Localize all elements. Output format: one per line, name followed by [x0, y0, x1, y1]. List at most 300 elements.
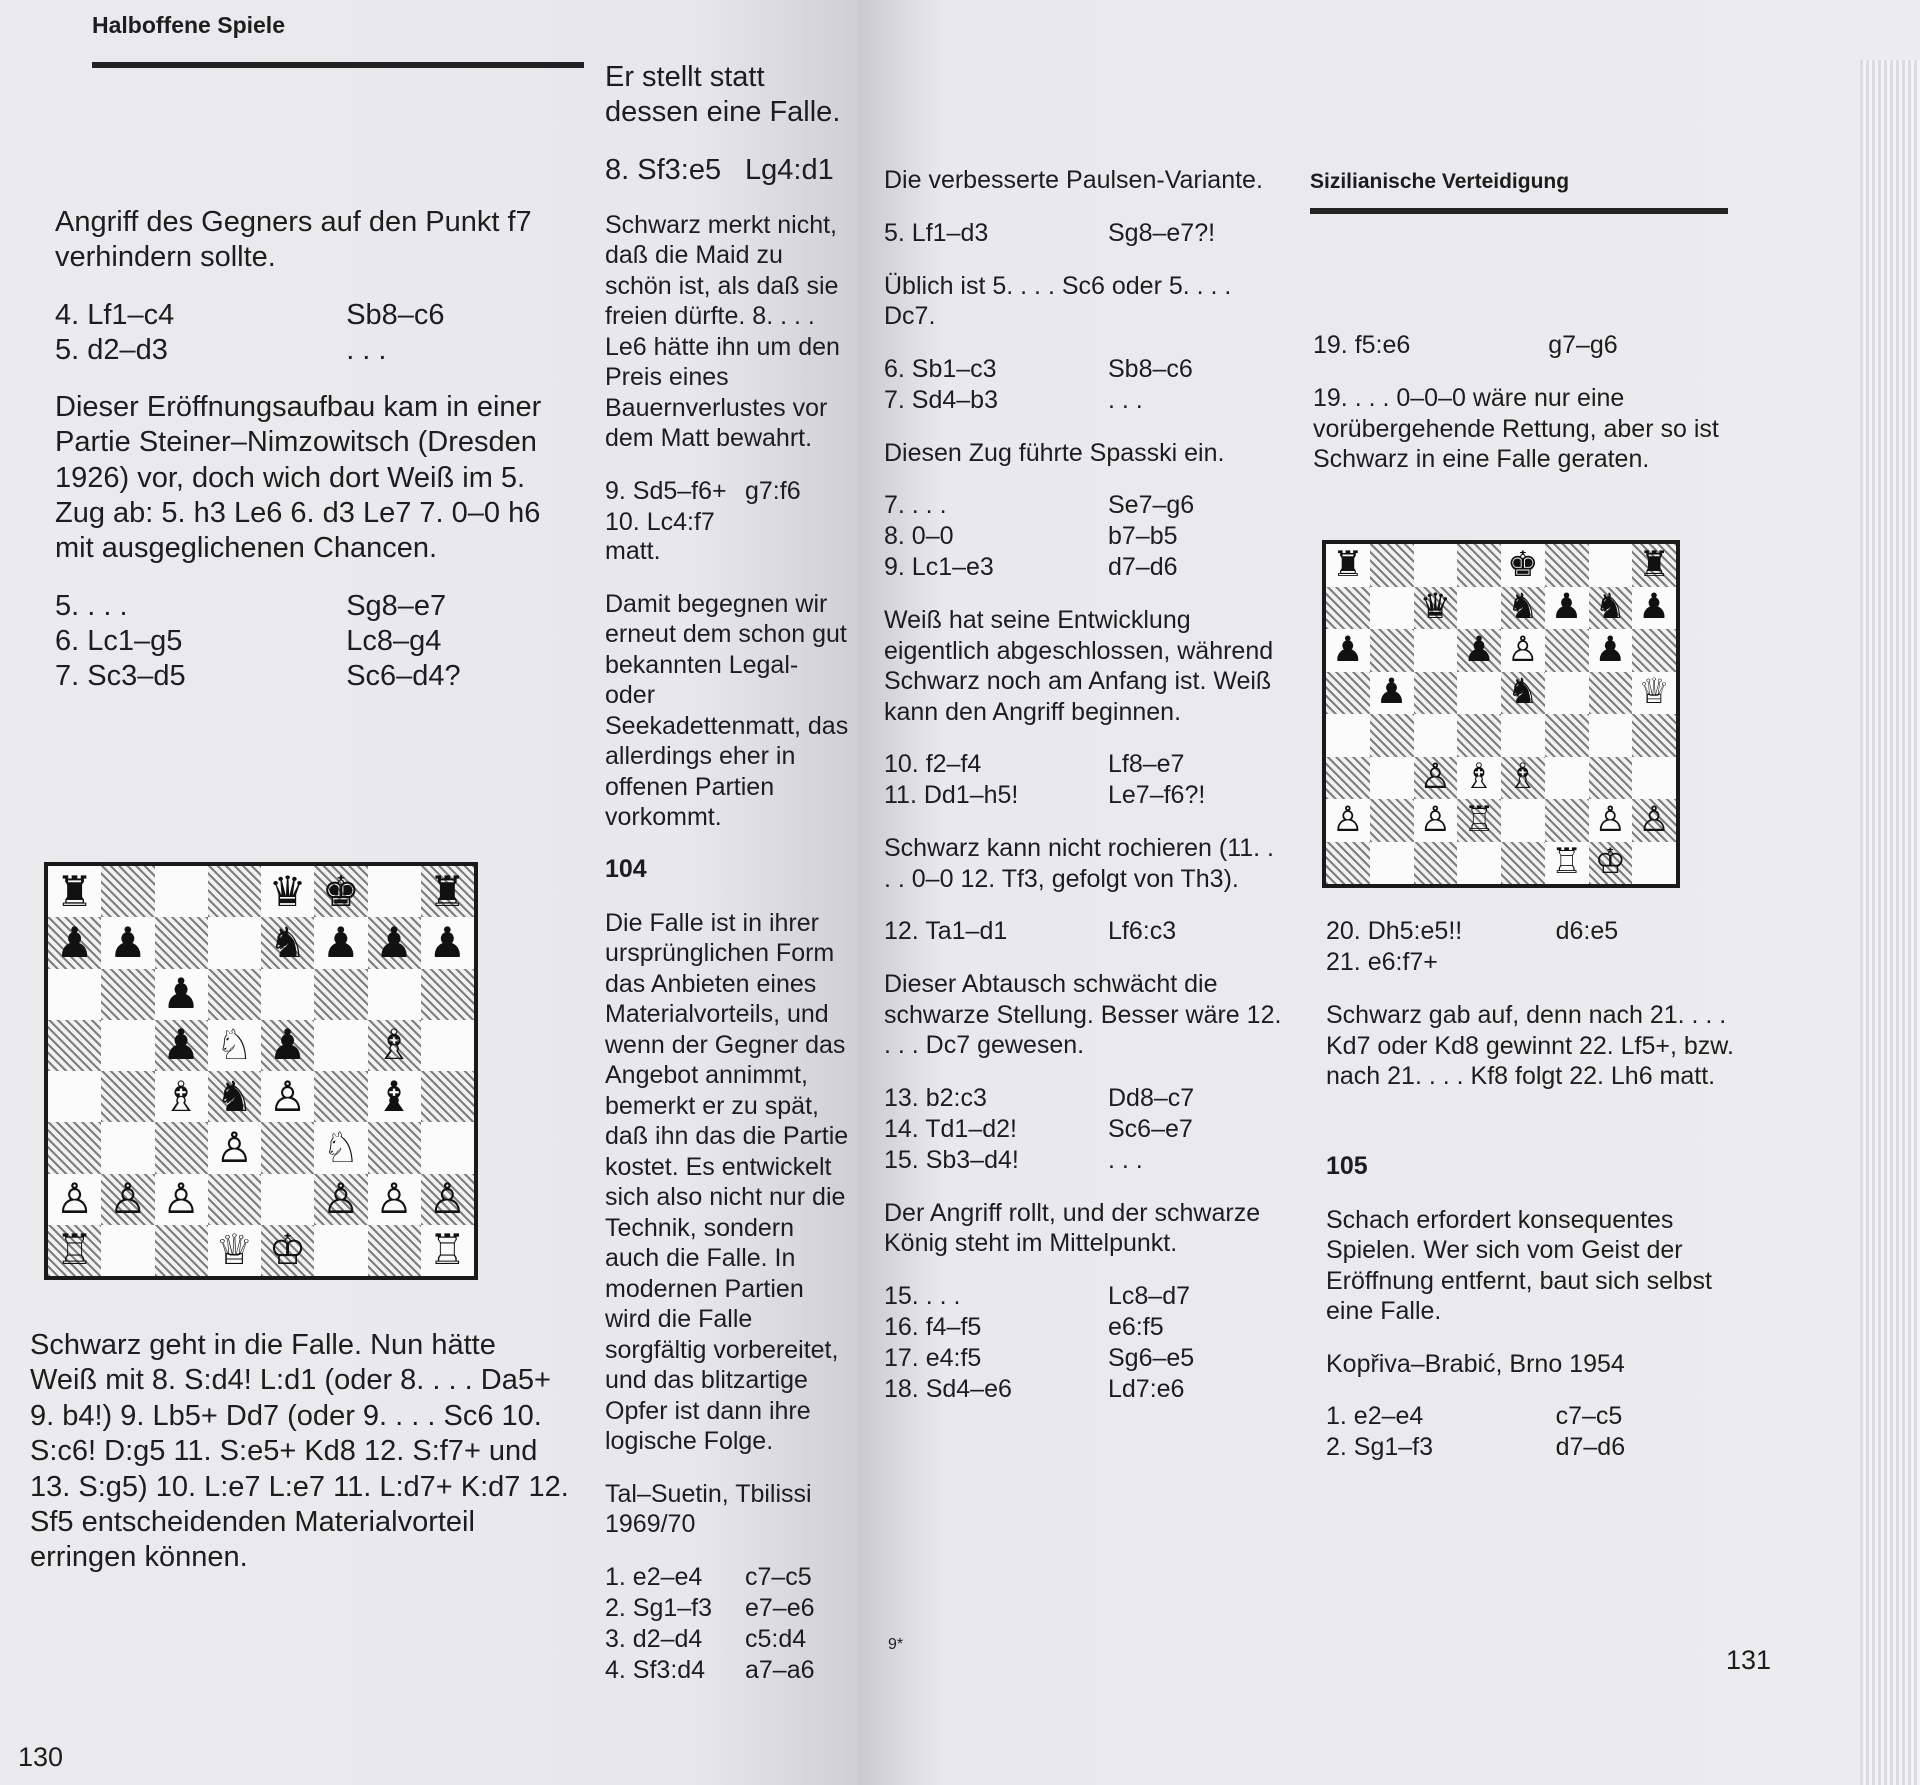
- board-square: [368, 917, 421, 968]
- white-pawn-icon: ♙: [1332, 799, 1364, 840]
- move-rows: [605, 153, 855, 188]
- paragraph: 19. . . . 0–0–0 wäre nur eine vorübergehende Rettung, aber so ist Schwarz in eine Falle geraten.: [1313, 384, 1719, 473]
- white-move: 3. d2–d4: [605, 1624, 703, 1653]
- board-square: [155, 969, 208, 1020]
- black-knight-icon: ♞: [215, 1071, 254, 1121]
- board-square: [101, 1020, 154, 1071]
- white-pawn-icon: ♙: [268, 1071, 307, 1121]
- black-move: d6:e5: [1555, 917, 1619, 945]
- board-square: [314, 969, 367, 1020]
- game-number: 104: [605, 854, 647, 883]
- black-move: . . .: [1108, 385, 1143, 414]
- black-pawn-icon: ♟: [1638, 587, 1670, 628]
- move-row: [55, 333, 575, 368]
- board-square: [368, 1020, 421, 1071]
- board-square: [1414, 544, 1458, 587]
- white-move: 19. f5:e6: [1313, 331, 1411, 359]
- black-move: Se7–g6: [1108, 491, 1195, 519]
- board-square: [1632, 672, 1676, 715]
- white-knight-icon: ♘: [215, 1020, 254, 1070]
- white-move: 5. d2–d3: [55, 333, 168, 366]
- white-move: 4. Lf1–c4: [55, 298, 175, 331]
- white-move: 1. e2–e4: [605, 1562, 703, 1591]
- board-square: [1457, 587, 1501, 630]
- board-square: [1589, 799, 1633, 842]
- black-queen-icon: ♛: [1419, 587, 1452, 628]
- left-page-column-1: [55, 205, 575, 716]
- white-move: 11. Dd1–h5!: [884, 781, 1019, 809]
- board-square: [155, 1122, 208, 1173]
- black-move: [745, 507, 855, 567]
- black-pawn-icon: ♟: [1550, 587, 1583, 628]
- move-row: [884, 521, 1284, 552]
- board-square: [1414, 714, 1458, 757]
- move-row: [605, 476, 855, 507]
- board-square: [155, 1225, 208, 1276]
- move-rows: [55, 298, 575, 368]
- move-table: [605, 1562, 855, 1686]
- board-square: [421, 1122, 474, 1173]
- white-move: 15. . . .: [884, 1281, 961, 1310]
- white-move: 21. e6:f7+: [1326, 948, 1438, 976]
- black-move: Lc8–g4: [346, 624, 442, 657]
- move-row: [605, 153, 855, 188]
- move-rows: [55, 589, 575, 694]
- white-knight-icon: ♘: [322, 1122, 360, 1172]
- board-square: [1457, 672, 1501, 715]
- black-queen-icon: ♛: [268, 866, 307, 916]
- right-page: [858, 0, 1920, 1785]
- black-move: Sb8–c6: [1108, 354, 1193, 383]
- move-table: [884, 1083, 1284, 1176]
- white-pawn-icon: ♙: [322, 1174, 360, 1224]
- board-square: [1632, 629, 1676, 672]
- move-row: [884, 1343, 1284, 1374]
- white-move: 8. 0–0: [884, 522, 954, 550]
- paragraph: Angriff des Gegners auf den Punkt f7 verhindern sollte.: [55, 206, 532, 274]
- white-move: 6. Sb1–c3: [884, 354, 997, 383]
- board-square: [1589, 757, 1633, 800]
- board-square: [155, 1020, 208, 1071]
- board-square: [1326, 799, 1370, 842]
- move-row: [605, 507, 855, 567]
- black-move: Sc6–e7: [1108, 1114, 1193, 1143]
- right-page-column-1: [884, 165, 1284, 1427]
- board-square: [101, 1122, 154, 1173]
- chess-diagram: [44, 862, 478, 1280]
- move-row: [884, 749, 1284, 780]
- white-rook-icon: ♖: [55, 1225, 94, 1275]
- move-row: [1326, 1432, 1736, 1463]
- board-square: [1414, 587, 1458, 630]
- game-number: 105: [1326, 1151, 1368, 1180]
- move-row: [884, 1312, 1284, 1343]
- paragraph: Üblich ist 5. . . . Sc6 oder 5. . . . Dc7.: [884, 271, 1232, 330]
- white-move: 10. f2–f4: [884, 750, 982, 778]
- board-square: [1632, 714, 1676, 757]
- white-move: 2. Sg1–f3: [1326, 1433, 1434, 1461]
- board-square: [1326, 714, 1370, 757]
- move-rows: [605, 476, 855, 567]
- board-square: [421, 917, 474, 968]
- paragraph: Weiß hat seine Entwicklung eigentlich abgeschlossen, während Schwarz noch am Anfang ist. Weiß kann den Angriff beginnen.: [884, 606, 1274, 726]
- black-move: Sc6–d4?: [346, 659, 461, 692]
- white-move: 5. . . .: [55, 589, 128, 622]
- board-square: [1370, 587, 1414, 630]
- white-king-icon: ♔: [268, 1225, 307, 1275]
- white-queen-icon: ♕: [215, 1225, 254, 1275]
- black-knight-icon: ♞: [1594, 587, 1627, 628]
- move-row: [55, 659, 575, 694]
- move-table: [884, 1281, 1284, 1405]
- paragraph: Die Falle ist in ihrer ursprünglichen Form das Anbieten eines Materialvorteils, und wenn der Gegner das Angebot annimmt, bemerkt er zu spät, daß ihn das die Partie kostet. Es entwickelt sich also nicht nur die Technik, sondern auch die Falle. In modernen Partien wird die Falle sorgfältig vorbereitet, und das blitzartige Opfer ist dann ihre logische Folge.: [605, 908, 849, 1456]
- board-square: [1501, 672, 1545, 715]
- board-square: [101, 866, 154, 917]
- board-square: [1457, 757, 1501, 800]
- move-rows: [605, 1562, 855, 1686]
- black-move: Lc8–d7: [1108, 1281, 1191, 1310]
- black-pawn-icon: ♟: [1375, 672, 1408, 713]
- black-move: d7–d6: [1108, 553, 1178, 581]
- chess-diagram: [1322, 540, 1680, 888]
- black-rook-icon: ♜: [55, 866, 94, 916]
- board-square: [1457, 629, 1501, 672]
- move-row: [884, 1083, 1284, 1114]
- move-row: [884, 780, 1284, 811]
- white-rook-icon: ♖: [428, 1225, 467, 1275]
- move-row: [884, 1374, 1284, 1405]
- board-square: [48, 969, 101, 1020]
- board-square: [1501, 629, 1545, 672]
- black-move: c7–c5: [1555, 1402, 1623, 1430]
- white-bishop-icon: ♗: [1507, 757, 1539, 798]
- board-square: [48, 1174, 101, 1225]
- board-square: [1545, 672, 1589, 715]
- board-square: [1589, 672, 1633, 715]
- black-move: Lf6:c3: [1108, 917, 1177, 945]
- move-rows: [884, 354, 1284, 416]
- move-row: [884, 552, 1284, 583]
- board-square: [421, 1020, 474, 1071]
- board-square: [1589, 842, 1633, 885]
- move-row: [1326, 1401, 1736, 1432]
- board-square: [1370, 799, 1414, 842]
- paragraph: Schwarz geht in die Falle. Nun hätte Weiß mit 8. S:d4! L:d1 (oder 8. . . . Da5+ 9. b4!) 9. Lb5+ Dd7 (oder 9. . . . Sc6 10. S:c6! D:g5 11. S:e5+ Kd8 12. S:f7+ und 13. S:g5) 10. L:e7 L:e7 11. L:d7+ K:d7 12. Sf5 entscheidenden Materialvorteil erringen können.: [30, 1329, 569, 1574]
- board-square: [261, 866, 314, 917]
- black-pawn-icon: ♟: [1463, 629, 1495, 670]
- signature-mark: 9*: [888, 1636, 904, 1653]
- board-square: [1370, 672, 1414, 715]
- board-square: [1370, 842, 1414, 885]
- board-square: [208, 917, 261, 968]
- board-square: [101, 1225, 154, 1276]
- black-move: Lg4:d1: [745, 153, 834, 186]
- board-square: [1414, 757, 1458, 800]
- white-pawn-icon: ♙: [162, 1174, 200, 1224]
- move-row: [884, 385, 1284, 416]
- move-table: [1326, 916, 1736, 978]
- white-bishop-icon: ♗: [162, 1071, 200, 1121]
- move-row: [605, 1655, 855, 1686]
- move-rows: [1326, 916, 1736, 978]
- board-square: [368, 866, 421, 917]
- board-square: [368, 1071, 421, 1122]
- board-square: [1545, 757, 1589, 800]
- paragraph: Die verbesserte Paulsen-Variante.: [884, 166, 1263, 194]
- move-table: [1326, 1401, 1736, 1463]
- move-table: [884, 916, 1284, 947]
- black-pawn-icon: ♟: [268, 1020, 307, 1070]
- board-square: [1632, 544, 1676, 587]
- white-pawn-icon: ♙: [215, 1122, 254, 1172]
- move-table: [55, 589, 575, 694]
- black-rook-icon: ♜: [1332, 544, 1364, 585]
- header-rule-left: [92, 62, 584, 68]
- board-square: [261, 1071, 314, 1122]
- move-table: [884, 490, 1284, 583]
- move-row: [884, 490, 1284, 521]
- board-square: [1632, 757, 1676, 800]
- board-square: [1326, 544, 1370, 587]
- board-square: [48, 1020, 101, 1071]
- page-edges: [1860, 60, 1920, 1785]
- paragraph: Dieser Abtausch schwächt die schwarze Stellung. Besser wäre 12. . . . Dc7 gewesen.: [884, 970, 1282, 1059]
- black-move: c5:d4: [745, 1624, 807, 1653]
- board-square: [421, 1174, 474, 1225]
- board-square: [101, 917, 154, 968]
- board-square: [101, 969, 154, 1020]
- move-table: [884, 218, 1284, 249]
- board-square: [1632, 842, 1676, 885]
- move-row: [605, 1624, 855, 1655]
- white-pawn-icon: ♙: [1507, 629, 1539, 670]
- board-square: [368, 1122, 421, 1173]
- black-move: Ld7:e6: [1108, 1374, 1185, 1403]
- black-move: Dd8–c7: [1108, 1083, 1195, 1112]
- move-row: [605, 1593, 855, 1624]
- white-move: 8. Sf3:e5: [605, 153, 722, 186]
- board-square: [261, 1174, 314, 1225]
- board-square: [1545, 714, 1589, 757]
- black-move: Le7–f6?!: [1108, 781, 1206, 809]
- board-square: [1326, 757, 1370, 800]
- black-pawn-icon: ♟: [109, 917, 147, 967]
- move-rows: [1313, 330, 1733, 361]
- black-move: c7–c5: [745, 1562, 812, 1591]
- board-square: [1326, 629, 1370, 672]
- white-move: 2. Sg1–f3: [605, 1593, 713, 1622]
- board-square: [1457, 799, 1501, 842]
- left-page-column-1-lower: [30, 1328, 570, 1598]
- board-square: [208, 866, 261, 917]
- move-table: [884, 354, 1284, 416]
- move-row: [55, 624, 575, 659]
- board-square: [314, 866, 367, 917]
- board-square: [208, 1071, 261, 1122]
- white-move: 7. . . .: [884, 491, 947, 519]
- black-knight-icon: ♞: [1507, 587, 1539, 628]
- white-pawn-icon: ♙: [109, 1174, 147, 1224]
- board-square: [1589, 714, 1633, 757]
- board-square: [261, 1020, 314, 1071]
- right-page-column-2: [1313, 330, 1733, 497]
- game-players: Tal–Suetin, Tbilissi 1969/70: [605, 1479, 812, 1539]
- paragraph: Schwarz merkt nicht, daß die Maid zu schön ist, als daß sie freien dürfte. 8. . . . Le6 hätte ihn um den Preis eines Bauernverlustes vor dem Matt bewahrt.: [605, 210, 840, 453]
- black-king-icon: ♚: [322, 866, 360, 916]
- white-pawn-icon: ♙: [428, 1174, 467, 1224]
- board-square: [48, 917, 101, 968]
- board-square: [261, 969, 314, 1020]
- black-pawn-icon: ♟: [375, 917, 413, 967]
- board-square: [1326, 842, 1370, 885]
- board-square: [155, 1071, 208, 1122]
- black-move: e6:f5: [1108, 1312, 1164, 1341]
- page-number-left: 130: [18, 1742, 64, 1772]
- black-knight-icon: ♞: [268, 917, 307, 967]
- black-pawn-icon: ♟: [1594, 629, 1627, 670]
- paragraph: Schwarz gab auf, denn nach 21. . . . Kd7 oder Kd8 gewinnt 22. Lf5+, bzw. nach 21. . . . Kf8 folgt 22. Lh6 matt.: [1326, 1001, 1734, 1090]
- board-square: [1457, 714, 1501, 757]
- move-row: [884, 1145, 1284, 1176]
- white-move: 13. b2:c3: [884, 1083, 987, 1112]
- board-square: [1370, 757, 1414, 800]
- white-move: 9. Lc1–e3: [884, 553, 994, 581]
- white-queen-icon: ♕: [1638, 672, 1670, 713]
- board-square: [155, 866, 208, 917]
- black-move: Sg8–e7: [346, 589, 447, 622]
- paragraph: Diesen Zug führte Spasski ein.: [884, 438, 1225, 467]
- move-row: [884, 218, 1284, 249]
- board-square: [1501, 757, 1545, 800]
- board-square: [1501, 544, 1545, 587]
- right-page-column-2-lower: [1326, 916, 1736, 1485]
- board-square: [48, 1071, 101, 1122]
- white-move: 17. e4:f5: [884, 1343, 982, 1372]
- page-number-right: 131: [1726, 1645, 1772, 1675]
- board-square: [368, 1174, 421, 1225]
- black-move: b7–b5: [1108, 522, 1178, 550]
- board-square: [1545, 587, 1589, 630]
- board-square: [421, 1071, 474, 1122]
- black-knight-icon: ♞: [1507, 672, 1539, 713]
- white-pawn-icon: ♙: [55, 1174, 94, 1224]
- white-move: 9. Sd5–f6+: [605, 476, 727, 505]
- board-square: [421, 1225, 474, 1276]
- white-move: 4. Sf3:d4: [605, 1655, 706, 1684]
- move-rows: [884, 1281, 1284, 1405]
- move-rows: [884, 749, 1284, 811]
- board-square: [1370, 714, 1414, 757]
- move-row: [884, 916, 1284, 947]
- board-square: [261, 1122, 314, 1173]
- board-square: [208, 1020, 261, 1071]
- white-move: 18. Sd4–e6: [884, 1374, 1012, 1403]
- move-row: [55, 298, 575, 333]
- running-header-left: Halboffene Spiele: [92, 12, 285, 38]
- board-square: [314, 1020, 367, 1071]
- move-rows: [884, 218, 1284, 249]
- board-square: [1545, 629, 1589, 672]
- white-rook-icon: ♖: [1463, 799, 1495, 840]
- move-table: [884, 749, 1284, 811]
- move-rows: [884, 916, 1284, 947]
- white-move: 20. Dh5:e5!!: [1326, 917, 1463, 945]
- white-bishop-icon: ♗: [1463, 757, 1495, 798]
- white-move: 5. Lf1–d3: [884, 218, 989, 247]
- board-square: [314, 917, 367, 968]
- move-row: [884, 354, 1284, 385]
- board-square: [1457, 842, 1501, 885]
- black-move: e7–e6: [745, 1593, 815, 1622]
- white-move: 14. Td1–d2!: [884, 1114, 1017, 1143]
- board-square: [48, 866, 101, 917]
- black-pawn-icon: ♟: [1332, 629, 1364, 670]
- move-table: [605, 153, 855, 188]
- white-pawn-icon: ♙: [1594, 799, 1627, 840]
- board-square: [1414, 629, 1458, 672]
- black-pawn-icon: ♟: [55, 917, 94, 967]
- white-move: 1. e2–e4: [1326, 1402, 1424, 1430]
- paragraph: Der Angriff rollt, und der schwarze König steht im Mittelpunkt.: [884, 1198, 1261, 1257]
- black-move: Sg8–e7?!: [1108, 218, 1216, 247]
- running-header-right: Sizilianische Verteidigung: [1310, 170, 1570, 193]
- board-square: [48, 1122, 101, 1173]
- white-move: 10. Lc4:f7 matt.: [605, 507, 715, 565]
- white-bishop-icon: ♗: [375, 1020, 413, 1070]
- board-square: [314, 1122, 367, 1173]
- left-page: [0, 0, 858, 1785]
- black-pawn-icon: ♟: [162, 1020, 200, 1070]
- board-square: [1414, 842, 1458, 885]
- white-pawn-icon: ♙: [1419, 757, 1452, 798]
- board-square: [314, 1225, 367, 1276]
- black-king-icon: ♚: [1507, 544, 1539, 585]
- move-table: [1313, 330, 1733, 361]
- board-square: [1414, 672, 1458, 715]
- move-rows: [884, 490, 1284, 583]
- move-row: [884, 1114, 1284, 1145]
- board-square: [208, 1225, 261, 1276]
- white-king-icon: ♔: [1594, 842, 1627, 883]
- white-move: 7. Sc3–d5: [55, 659, 186, 692]
- move-rows: [884, 1083, 1284, 1176]
- black-rook-icon: ♜: [1638, 544, 1670, 585]
- black-move: [1556, 947, 1736, 978]
- board-square: [1457, 544, 1501, 587]
- move-table: [55, 298, 575, 368]
- black-move: a7–a6: [745, 1655, 815, 1684]
- move-row: [1326, 947, 1736, 978]
- white-rook-icon: ♖: [1550, 842, 1583, 883]
- board-square: [421, 969, 474, 1020]
- board-square: [1501, 799, 1545, 842]
- board-square: [1326, 587, 1370, 630]
- board-square: [314, 1071, 367, 1122]
- game-players: Kopřiva–Brabić, Brno 1954: [1326, 1349, 1625, 1378]
- board-square: [1414, 799, 1458, 842]
- board-square: [261, 1225, 314, 1276]
- board-square: [368, 1225, 421, 1276]
- white-move: 16. f4–f5: [884, 1312, 982, 1341]
- board-square: [101, 1071, 154, 1122]
- move-row: [884, 1281, 1284, 1312]
- white-move: 15. Sb3–d4!: [884, 1145, 1019, 1174]
- board-square: [261, 917, 314, 968]
- board-square: [101, 1174, 154, 1225]
- move-table: [605, 476, 855, 567]
- paragraph: Schach erfordert konsequentes Spielen. Wer sich vom Geist der Eröffnung entfernt, baut sich selbst eine Falle.: [1326, 1205, 1712, 1325]
- board-square: [1589, 629, 1633, 672]
